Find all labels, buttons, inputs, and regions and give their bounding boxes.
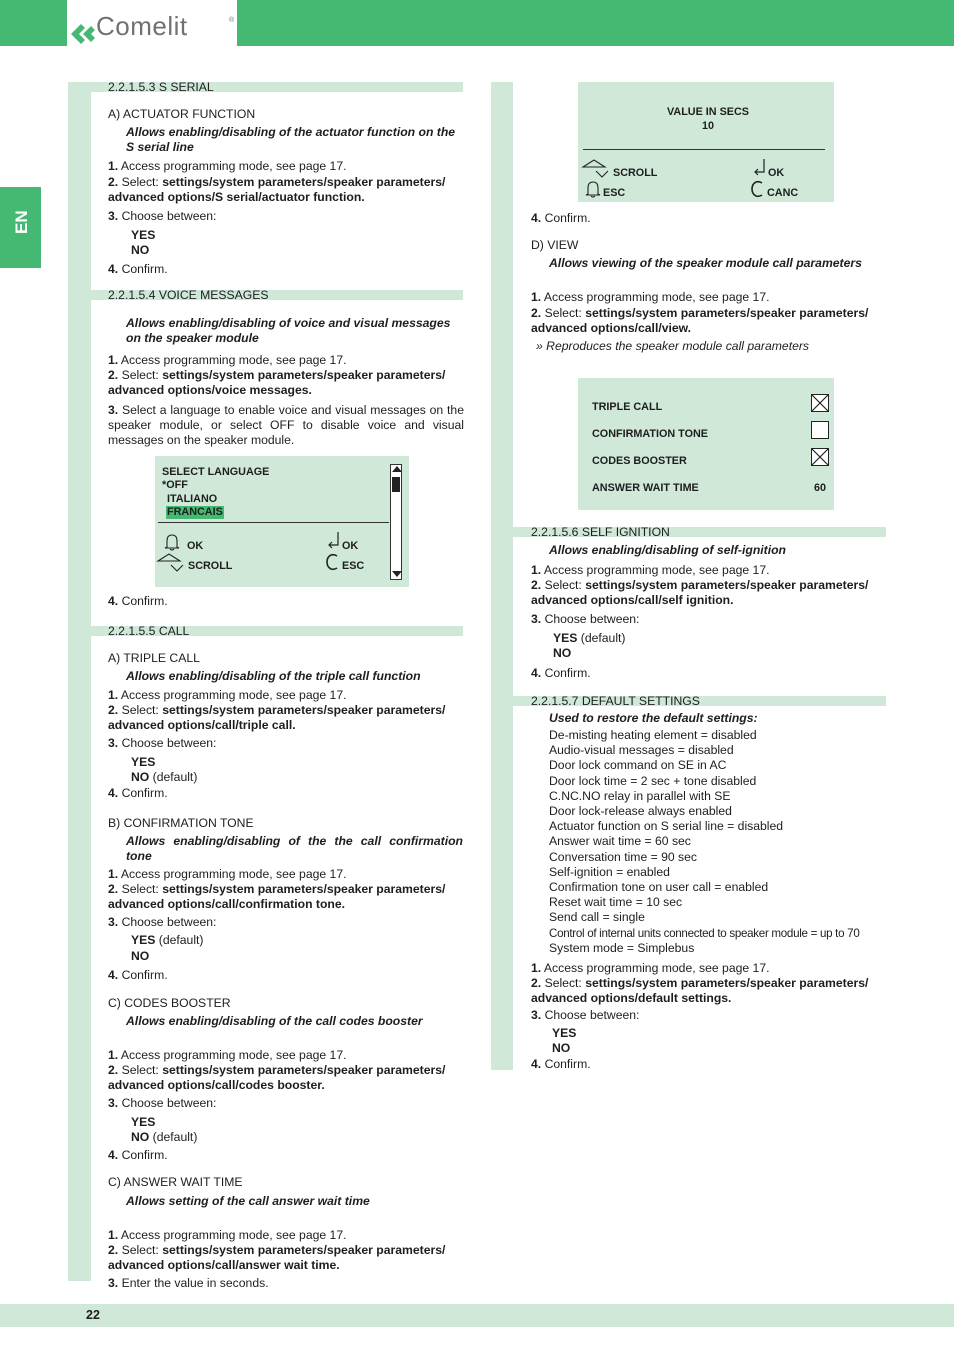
description: Allows viewing of the speaker module call parameters <box>549 256 862 270</box>
language-label: EN <box>12 210 31 234</box>
default-settings-list <box>549 728 889 956</box>
step: 1. Access programming mode, see page 17. <box>531 290 770 304</box>
lcd-param-label: CODES BOOSTER <box>592 455 687 467</box>
section-heading: 2.2.1.5.4 VOICE MESSAGES <box>108 288 269 302</box>
step: 1. Access programming mode, see page 17. <box>531 961 770 975</box>
brand-name: Comelit <box>96 11 188 41</box>
step: 3. Choose between: <box>108 209 217 223</box>
enter-icon <box>327 532 341 550</box>
description: Allows enabling/disabling of the the call confirmation tone <box>126 834 463 864</box>
lcd-esc-label: ESC <box>342 560 365 572</box>
footer-bar <box>0 1304 954 1327</box>
step: 4. Confirm. <box>531 211 591 225</box>
option-no: NO <box>131 243 150 257</box>
step: 1. Access programming mode, see page 17. <box>108 353 347 367</box>
lcd-param-label: ANSWER WAIT TIME <box>592 482 699 494</box>
right-rail <box>491 82 513 1070</box>
section-heading: 2.2.1.5.3 S SERIAL <box>108 80 214 94</box>
step: 4. Confirm. <box>108 968 168 982</box>
option-yes: YES <box>131 755 156 769</box>
option-yes: YES <box>131 1115 156 1129</box>
subsection-title: A) TRIPLE CALL <box>108 651 200 665</box>
lcd-ok-label: OK <box>342 540 359 552</box>
option-no: NO <box>131 949 150 963</box>
list-item: Self-ignition = enabled <box>549 864 670 879</box>
description: Used to restore the default settings: <box>549 711 758 725</box>
enter-icon <box>753 159 767 177</box>
option-yes: YES <box>552 1026 577 1040</box>
list-item: Actuator function on S serial line = disabled <box>549 819 784 834</box>
list-item: Send call = single <box>549 910 645 925</box>
step: 3. Choose between: <box>108 915 217 929</box>
lcd-title: VALUE IN SECS <box>667 106 749 118</box>
cancel-c-icon <box>325 553 339 571</box>
step: 2. Select: settings/system parameters/speaker parameters/ advanced options/voice messages. <box>108 368 446 398</box>
scrollbar-thumb <box>392 477 400 492</box>
bell-icon <box>164 533 180 551</box>
subsection-title: C) ANSWER WAIT TIME <box>108 1175 243 1189</box>
step: 4. Confirm. <box>108 262 168 276</box>
lcd-param-label: TRIPLE CALL <box>592 401 663 413</box>
list-item: Door lock time = 2 sec + tone disabled <box>549 773 757 788</box>
step: 3. Choose between: <box>531 1008 640 1022</box>
lcd-divider <box>158 522 389 523</box>
step: 1. Access programming mode, see page 17. <box>108 688 347 702</box>
step: 2. Select: settings/system parameters/speaker parameters/ advanced options/call/answer wait time. <box>108 1243 446 1273</box>
list-item: Control of internal units connected to speaker module = up to 70 <box>549 926 860 940</box>
subsection-title: B) CONFIRMATION TONE <box>108 816 254 830</box>
step: 1. Access programming mode, see page 17. <box>108 159 347 173</box>
description: Allows enabling/disabling of the triple call function <box>126 669 421 683</box>
step: 2. Select: settings/system parameters/speaker parameters/ advanced options/call/triple call. <box>108 703 446 733</box>
option-yes: YES <box>131 228 156 242</box>
note: » Reproduces the speaker module call parameters <box>536 339 810 353</box>
lcd-line: ITALIANO <box>167 493 218 505</box>
lcd-param-value: 60 <box>814 482 827 494</box>
step: 4. Confirm. <box>108 1148 168 1162</box>
cancel-c-icon <box>750 180 764 198</box>
list-item: Confirmation tone on user call = enabled <box>549 880 769 895</box>
section-heading: 2.2.1.5.5 CALL <box>108 624 190 638</box>
section-heading: 2.2.1.5.6 SELF IGNITION <box>531 525 670 539</box>
lcd-divider <box>583 149 825 150</box>
scroll-icon <box>582 159 610 179</box>
step: 2. Select: settings/system parameters/speaker parameters/ advanced options/default settings. <box>531 976 869 1006</box>
subsection-title: D) VIEW <box>531 238 579 252</box>
list-item: Audio-visual messages = disabled <box>549 743 734 758</box>
lcd-ok-label: OK <box>768 167 785 179</box>
list-item: C.NC.NO relay in parallel with SE <box>549 788 731 803</box>
lcd-ok-label: OK <box>187 540 204 552</box>
option-no: NO <box>553 646 572 660</box>
list-item: Reset wait time = 10 sec <box>549 895 683 910</box>
section-heading: 2.2.1.5.7 DEFAULT SETTINGS <box>531 694 700 708</box>
description: Allows setting of the call answer wait time <box>126 1194 370 1208</box>
step: 2. Select: settings/system parameters/speaker parameters/ advanced options/call/self ignition. <box>531 578 869 608</box>
lcd-value: 10 <box>701 120 714 132</box>
logo-mark-icon <box>69 22 99 46</box>
description: Allows enabling/disabling of self-ignition <box>549 543 786 557</box>
list-item: Answer wait time = 60 sec <box>549 834 691 849</box>
list-item: Door lock-release always enabled <box>549 804 732 819</box>
step: 3. Choose between: <box>108 736 217 750</box>
step: 3. Select a language to enable voice and visual messages on the speaker module, or select OFF to disable voice and visual messages on the speaker module. <box>108 403 464 448</box>
subsection-title: C) CODES BOOSTER <box>108 996 231 1010</box>
step: 1. Access programming mode, see page 17. <box>108 867 347 881</box>
lcd-line: *OFF <box>162 479 188 491</box>
lcd-esc-label: ESC <box>603 187 626 199</box>
lcd-param-label: CONFIRMATION TONE <box>592 428 708 440</box>
description: Allows enabling/disabling of the actuator function on the S serial line <box>126 125 456 155</box>
step: 2. Select: settings/system parameters/speaker parameters/ advanced options/call/view. <box>531 306 869 336</box>
option-no: NO <box>552 1041 571 1055</box>
left-rail <box>68 82 91 1281</box>
scroll-icon <box>157 553 185 573</box>
list-item: De-misting heating element = disabled <box>549 728 757 742</box>
lcd-scroll-label: SCROLL <box>188 560 233 572</box>
option-yes: YES (default) <box>553 631 626 645</box>
step: 3. Choose between: <box>531 612 640 626</box>
step: 4. Confirm. <box>108 594 168 608</box>
registered-mark: ® <box>229 17 235 24</box>
step: 3. Choose between: <box>108 1096 217 1110</box>
step: 3. Enter the value in seconds. <box>108 1276 269 1290</box>
step: 4. Confirm. <box>531 1057 591 1071</box>
page-number: 22 <box>86 1308 100 1322</box>
option-no: NO (default) <box>131 770 198 784</box>
lcd-line: SELECT LANGUAGE <box>162 466 270 478</box>
bell-icon <box>585 180 601 198</box>
lcd-scroll-label: SCROLL <box>613 167 658 179</box>
checkbox-confirmation-tone[interactable] <box>811 421 829 439</box>
step: 4. Confirm. <box>108 786 168 800</box>
list-item: Conversation time = 90 sec <box>549 849 698 864</box>
lcd-canc-label: CANC <box>767 187 799 199</box>
subsection-title: A) ACTUATOR FUNCTION <box>108 107 256 121</box>
checkbox-triple-call[interactable] <box>811 394 829 412</box>
description: Allows enabling/disabling of the call codes booster <box>126 1014 423 1028</box>
list-item: System mode = Simplebus <box>549 940 695 955</box>
step: 2. Select: settings/system parameters/speaker parameters/ advanced options/call/confirmation tone. <box>108 882 446 912</box>
lcd-value-in-secs <box>578 82 834 202</box>
step: 1. Access programming mode, see page 17. <box>108 1048 347 1062</box>
step: 4. Confirm. <box>531 666 591 680</box>
scrollbar-up-icon <box>391 465 403 473</box>
option-yes: YES (default) <box>131 933 204 947</box>
checkbox-codes-booster[interactable] <box>811 448 829 466</box>
description: Allows enabling/disabling of voice and visual messages on the speaker module <box>126 316 451 346</box>
list-item: Door lock command on SE in AC <box>549 758 727 773</box>
step: 1. Access programming mode, see page 17. <box>108 1228 347 1242</box>
step: 2. Select: settings/system parameters/speaker parameters/ advanced options/S serial/actuator function. <box>108 175 446 205</box>
scrollbar-down-icon <box>391 570 403 578</box>
option-no: NO (default) <box>131 1130 198 1144</box>
step: 1. Access programming mode, see page 17. <box>531 563 770 577</box>
step: 2. Select: settings/system parameters/speaker parameters/ advanced options/call/codes booster. <box>108 1063 446 1093</box>
lcd-line-selected: FRANCAIS <box>167 506 223 518</box>
